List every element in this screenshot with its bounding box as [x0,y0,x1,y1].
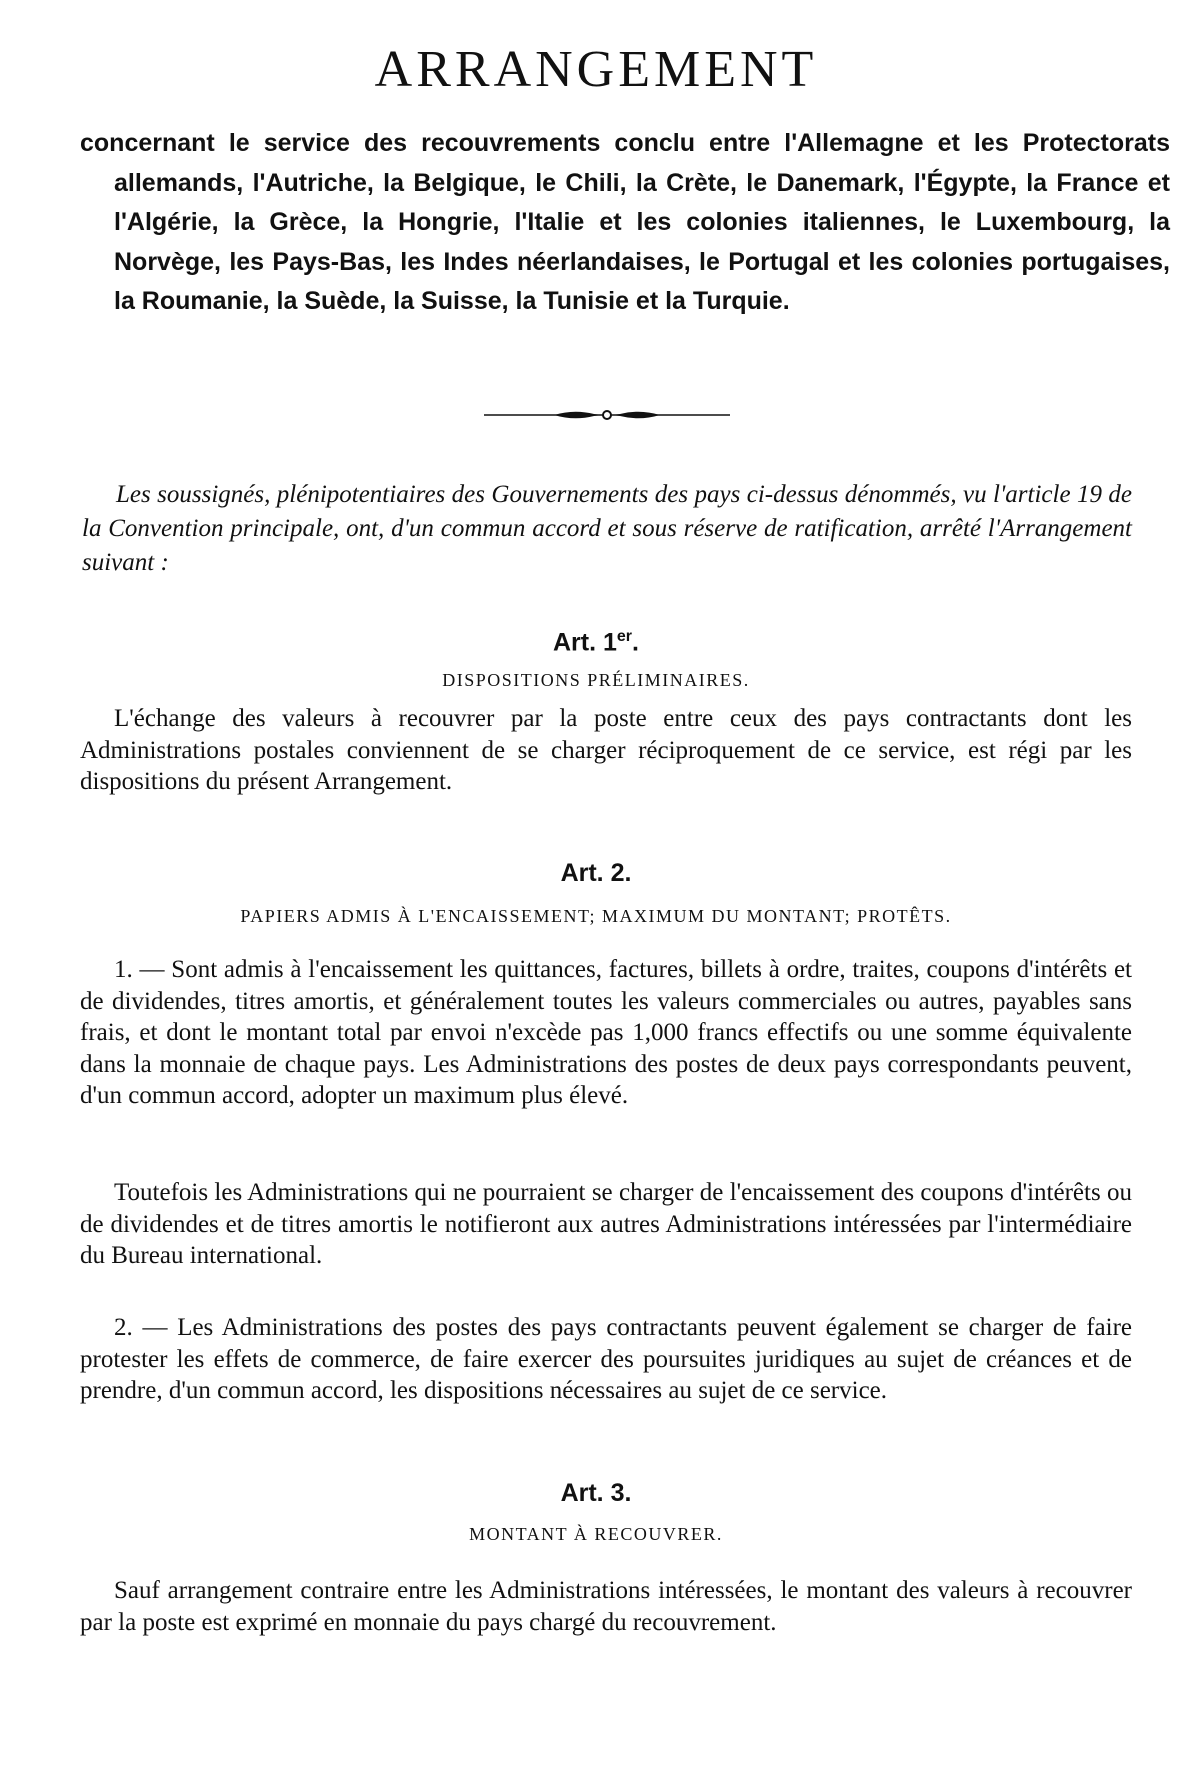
article-2-paragraph-3: 2. — Les Administrations des postes des pays contractants peuvent également se charger de faire protester les effets de commerce, de faire exercer des poursuites juridiques au sujet de créances et de prendre, d'un commun accord, les dispositions nécessaires au sujet de ce service. [80,1314,1132,1404]
document-subtitle: concernant le service des recouvrements conclu entre l'Allemagne et les Protectorats allemands, l'Autriche, la Belgique, le Chili, la Crète, le Danemark, l'Égypte, la France et l'Algérie, la Grèce, la Hongrie, l'Italie et les colonies italiennes, le Luxembourg, la Norvège, les Pays-Bas, les Indes néerlandaises, le Portugal et les colonies portugaises, la Roumanie, la Suède, la Suisse, la Tunisie et la Turquie. [80,129,1170,315]
preamble: Les soussignés, plénipotentiaires des Gouvernements des pays ci-dessus dénommés, vu l'article 19 de la Convention principale, ont, d'un commun accord et sous réserve de ratification, arrêté l'Arrangement suivant : [82,481,1132,576]
article-1-paragraph-1: L'échange des valeurs à recouvrer par la poste entre ceux des pays contractants dont les Administrations postales conviennent de se charger réciproquement de ce service, est régi par les dispositions du présent Arrangement. [80,705,1132,795]
article-1-heading: Art. 1er. [553,628,639,657]
article-2-paragraph-2: Toutefois les Administrations qui ne pourraient se charger de l'encaissement des coupons d'intérêts ou de dividendes et de titres amortis le notifieront aux autres Administrations intéressées par l'intermédiaire du Bureau international. [80,1179,1132,1269]
article-2-paragraph-1: 1. — Sont admis à l'encaissement les quittances, factures, billets à ordre, traites, coupons d'intérêts et de dividendes, titres amortis, et généralement toutes les valeurs commerciales ou autres, payables sans frais, et dont le montant total par envoi n'excède pas 1,000 francs effectifs ou une somme équivalente dans la monnaie de chaque pays. Les Administrations des postes de deux pays correspondants peuvent, d'un commun accord, adopter un maximum plus élevé. [80,956,1132,1109]
article-3-heading: Art. 3. [560,1479,632,1507]
ornament-divider-icon [484,405,730,425]
article-1-subheading: DISPOSITIONS PRÉLIMINAIRES. [442,670,750,690]
article-2-heading: Art. 2. [560,859,632,887]
article-1-heading-superscript: er [616,628,633,645]
article-3-subheading: MONTANT À RECOUVRER. [469,1524,723,1544]
document-title: ARRANGEMENT [374,41,818,98]
article-3-paragraph-1: Sauf arrangement contraire entre les Administrations intéressées, le montant des valeurs à recouvrer par la poste est exprimé en monnaie du pays chargé du recouvrement. [80,1577,1132,1636]
article-1-heading-text: Art. 1 [553,628,617,657]
article-2-subheading: PAPIERS ADMIS À L'ENCAISSEMENT; MAXIMUM DU MONTANT; PROTÊTS. [240,906,952,926]
